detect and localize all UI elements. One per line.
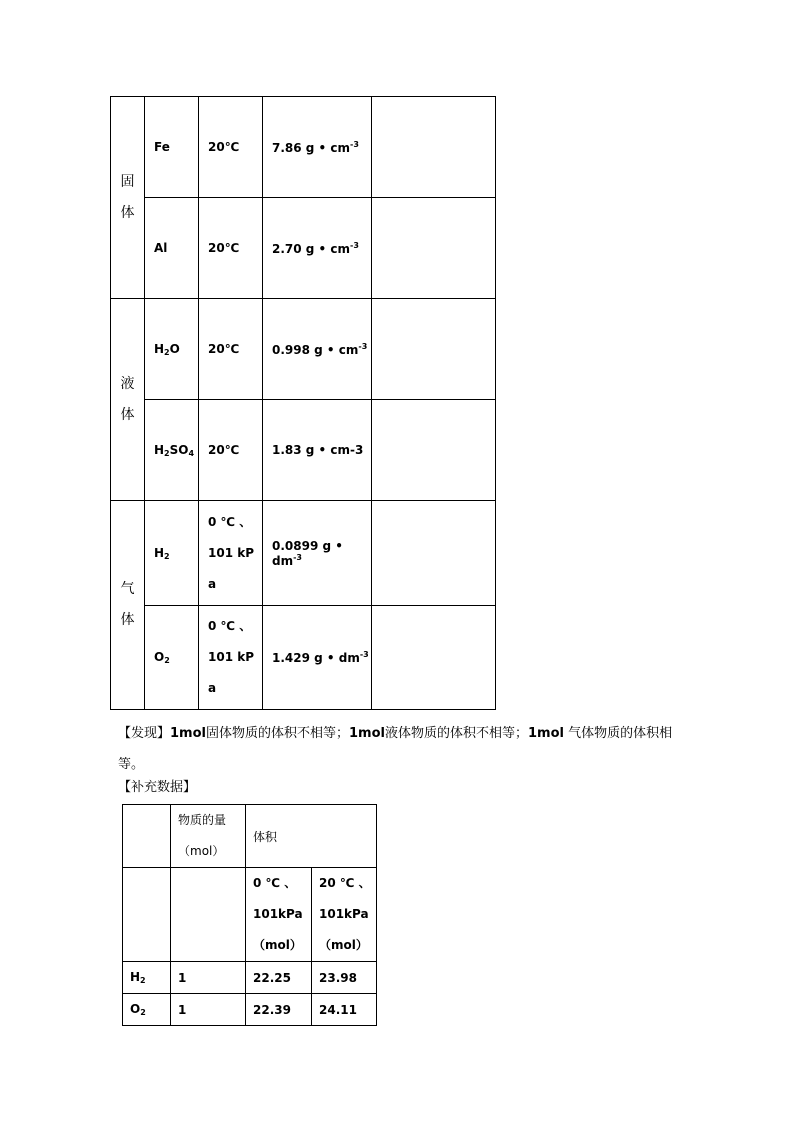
condition-cell: 20℃	[199, 299, 263, 400]
condition-cell: 0 ℃ 、 101 kP a	[199, 606, 263, 710]
volume-header: 体积	[246, 805, 377, 868]
amount-cell: 1	[171, 962, 246, 994]
gas-cell: $O_2$	[123, 994, 171, 1026]
substance-cell: $H_2$	[145, 501, 199, 606]
density-table	[110, 96, 496, 710]
table-row	[111, 97, 496, 198]
substance-cell: $H_2SO_4$	[145, 400, 199, 501]
amount-header: 物质的量 （mol）	[171, 805, 246, 868]
condition-cell: 20℃	[199, 97, 263, 198]
empty-cell	[372, 501, 496, 606]
state-liquid-cell: 液 体	[111, 299, 145, 501]
amount-cell: 1	[171, 994, 246, 1026]
gas-cell: $H_2$	[123, 962, 171, 994]
condition-cell: 20℃	[199, 400, 263, 501]
table-row	[123, 994, 377, 1026]
state-gas-cell: 气 体	[111, 501, 145, 710]
volume-cell: 22.25	[246, 962, 312, 994]
empty-cell	[171, 868, 246, 962]
condition-header-20c: 20 ℃ 、 101kPa （mol）	[312, 868, 377, 962]
table-row	[123, 868, 377, 962]
empty-cell	[372, 97, 496, 198]
substance-cell: $O_2$	[145, 606, 199, 710]
density-cell: 1.429 g • $dm^{-3}$	[263, 606, 372, 710]
density-cell: 0.998 g • $cm^{-3}$	[263, 299, 372, 400]
substance-cell: Al	[145, 198, 199, 299]
supplement-table	[122, 804, 377, 1026]
volume-cell: 22.39	[246, 994, 312, 1026]
table-row	[123, 962, 377, 994]
empty-cell	[372, 299, 496, 400]
table-row	[111, 606, 496, 710]
density-cell: 2.70 g • $cm^{-3}$	[263, 198, 372, 299]
volume-cell: 24.11	[312, 994, 377, 1026]
finding-label: 【发现】	[118, 726, 171, 741]
table-row	[111, 198, 496, 299]
state-solid-cell: 固 体	[111, 97, 145, 299]
supplement-title: 【补充数据】	[118, 780, 197, 795]
density-cell: 1.83 g • cm-3	[263, 400, 372, 501]
empty-cell	[372, 198, 496, 299]
finding-paragraph: 【发现】1mol固体物质的体积不相等；1mol液体物质的体积不相等；1mol 气体物质的体积相等。	[118, 726, 673, 772]
empty-cell	[372, 606, 496, 710]
condition-cell: 20℃	[199, 198, 263, 299]
table-row	[111, 501, 496, 606]
volume-cell: 23.98	[312, 962, 377, 994]
condition-cell: 0 ℃ 、 101 kP a	[199, 501, 263, 606]
empty-cell	[372, 400, 496, 501]
density-cell: 7.86 g • $cm^{-3}$	[263, 97, 372, 198]
empty-cell	[123, 805, 171, 868]
condition-header-0c: 0 ℃ 、 101kPa （mol）	[246, 868, 312, 962]
table-row	[111, 299, 496, 400]
table-row	[111, 400, 496, 501]
empty-cell	[123, 868, 171, 962]
substance-cell: Fe	[145, 97, 199, 198]
table-row	[123, 805, 377, 868]
density-cell: 0.0899 g • $dm^{-3}$	[263, 501, 372, 606]
substance-cell: $H_2O$	[145, 299, 199, 400]
